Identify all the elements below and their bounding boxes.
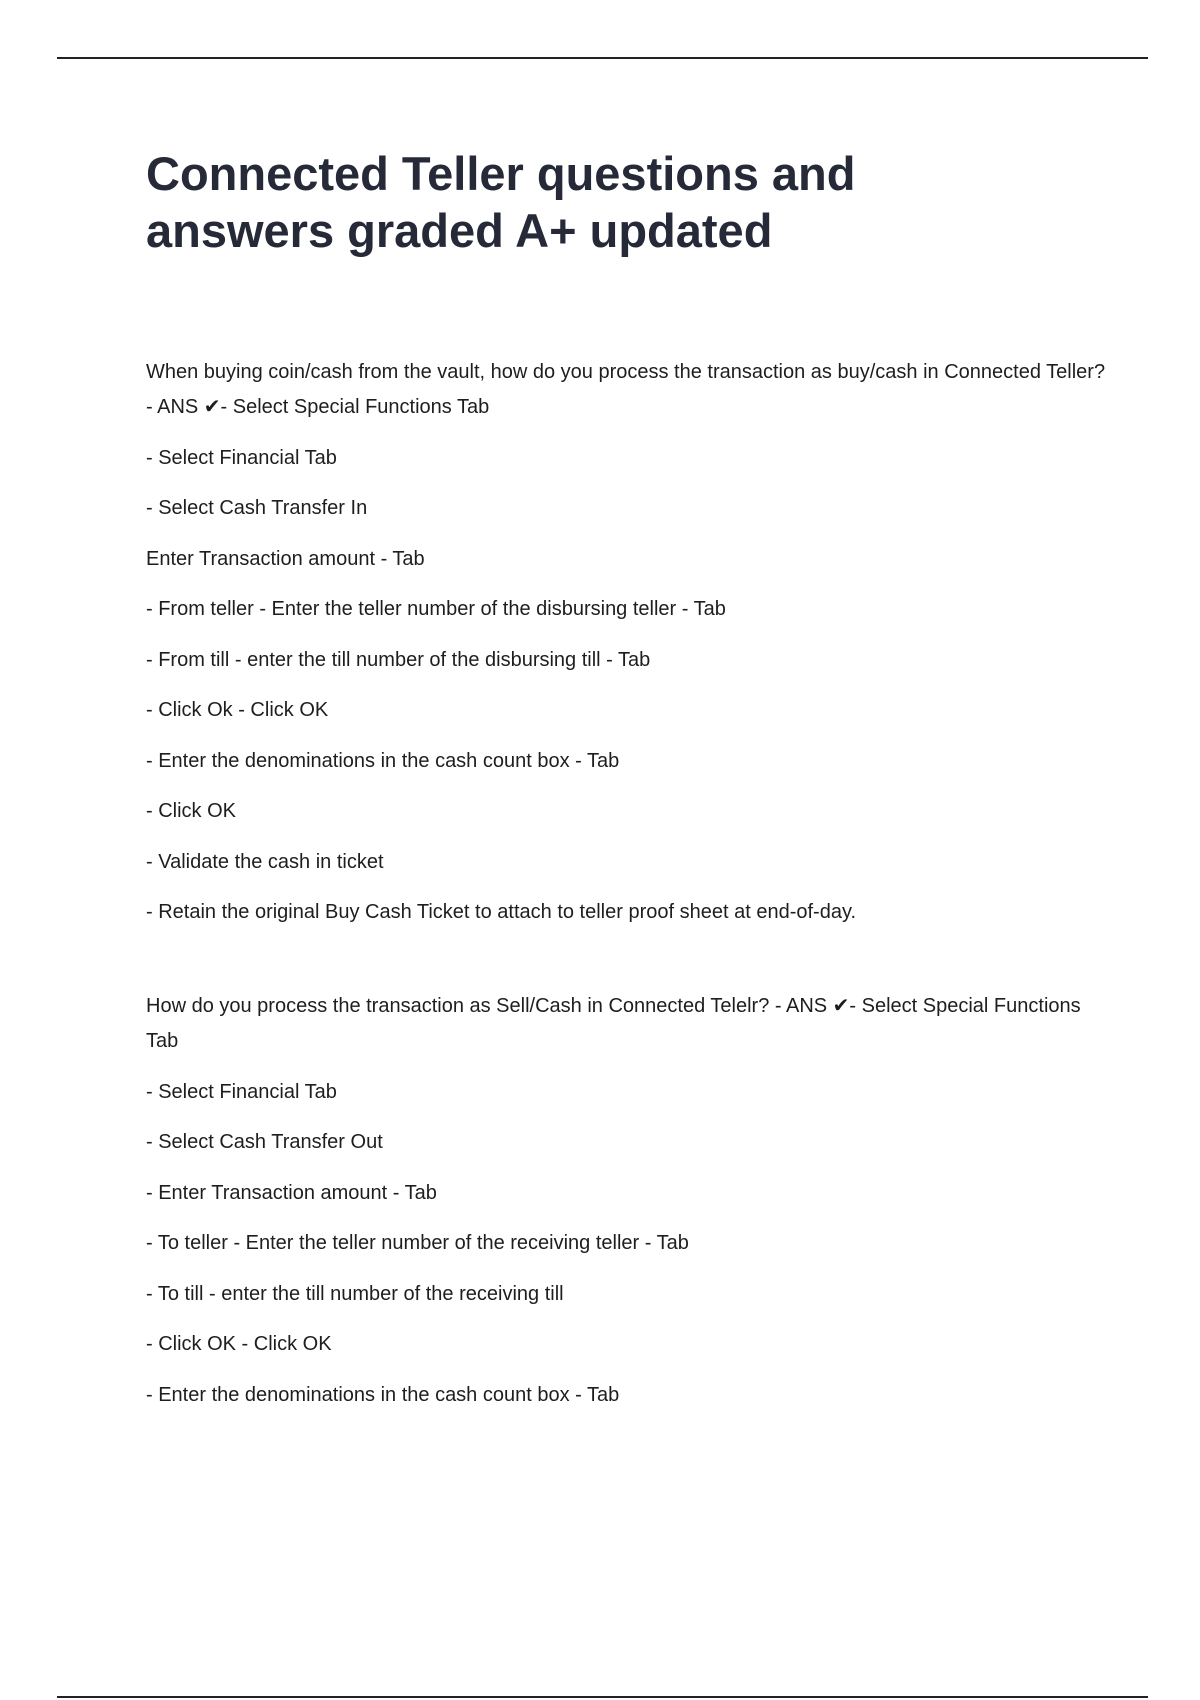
qa-section-1 <box>146 355 1106 946</box>
question-text: How do you process the transaction as Sell/Cash in Connected Telelr? - ANS ✔- Select Special Functions Tab <box>146 995 1081 1052</box>
answer-step: - Select Financial Tab <box>146 446 337 469</box>
question-text: When buying coin/cash from the vault, how do you process the transaction as buy/cash in Connected Teller? - ANS ✔- Select Special Functions Tab <box>146 361 1106 418</box>
answer-step: - Click OK - Click OK <box>146 1333 332 1355</box>
answer-step: - Select Financial Tab <box>146 1080 337 1103</box>
answer-step: - Click OK <box>146 800 236 822</box>
answer-step: - From teller - Enter the teller number of the disbursing teller - Tab <box>146 598 726 620</box>
answer-step: - Enter Transaction amount - Tab <box>146 1181 437 1204</box>
answer-step: - Validate the cash in ticket <box>146 850 384 873</box>
footer-rule <box>57 1696 1148 1698</box>
qa-section-2 <box>146 989 1106 1428</box>
answer-step: - Enter the denominations in the cash count box - Tab <box>146 1383 620 1406</box>
answer-step: - Select Cash Transfer Out <box>146 1131 383 1153</box>
answer-step: - From till - enter the till number of the disbursing till - Tab <box>146 648 651 671</box>
answer-step: Enter Transaction amount - Tab <box>146 547 425 570</box>
answer-step: - Retain the original Buy Cash Ticket to attach to teller proof sheet at end-of-day. <box>146 901 857 923</box>
answer-step: - Select Cash Transfer In <box>146 497 368 519</box>
answer-step: - To till - enter the till number of the receiving till <box>146 1282 564 1305</box>
document-title: Connected Teller questions and answers graded A+ updated <box>146 147 856 257</box>
answer-step: - Click Ok - Click OK <box>146 699 329 721</box>
header-rule <box>57 57 1148 59</box>
answer-step: - Enter the denominations in the cash count box - Tab <box>146 749 620 772</box>
answer-step: - To teller - Enter the teller number of the receiving teller - Tab <box>146 1232 689 1254</box>
